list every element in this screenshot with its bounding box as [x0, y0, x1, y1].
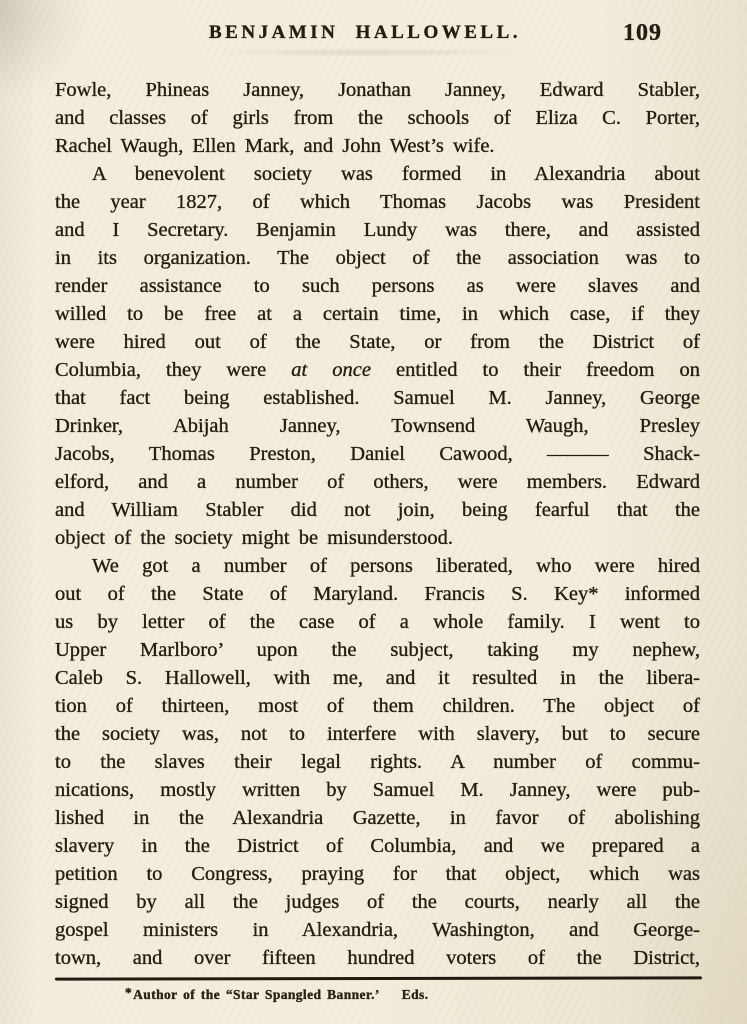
- line-segment: town, and over fifteen hundred voters of the District,: [55, 947, 700, 969]
- line-segment: and I Secretary. Benjamin Lundy was there, and assisted: [55, 219, 700, 241]
- footnote-asterisk-marker: *: [125, 985, 133, 1000]
- line-segment: petition to Congress, praying for that object, which was: [55, 863, 700, 885]
- running-head-title: BENJAMIN HALLOWELL.: [209, 22, 521, 43]
- italic-phrase: at once: [291, 359, 371, 381]
- line-segment: slavery in the District of Columbia, and we prepared a: [55, 835, 700, 857]
- footnote-text: Author of the “Star Spangled Banner.’: [133, 987, 380, 1002]
- body-line: [55, 608, 700, 636]
- body-line: [55, 384, 700, 412]
- footnote-attribution: Eds.: [401, 987, 429, 1002]
- body-line: [55, 412, 700, 440]
- line-segment: Rachel Waugh, Ellen Mark, and John West’s wife.: [55, 135, 495, 157]
- body-line: [55, 664, 700, 692]
- body-line: [55, 888, 700, 916]
- line-segment: the society was, not to interfere with slavery, but to secure: [55, 723, 700, 745]
- footnote: [125, 985, 429, 1003]
- line-segment: Caleb S. Hallowell, with me, and it resulted in the libera-: [55, 667, 700, 689]
- page-number: 109: [623, 20, 662, 46]
- line-segment: out of the State of Maryland. Francis S. Key* informed: [55, 583, 700, 605]
- line-segment: signed by all the judges of the courts, nearly all the: [55, 891, 700, 913]
- body-line: [55, 944, 700, 972]
- line-segment: entitled to their freedom on: [370, 359, 701, 381]
- body-line: [55, 132, 700, 160]
- body-line: [55, 552, 700, 580]
- body-line: [55, 496, 700, 524]
- body-line: [55, 328, 700, 356]
- line-segment: willed to be free at a certain time, in which case, if they: [55, 303, 700, 325]
- body-line: [55, 776, 700, 804]
- body-line: [55, 188, 700, 216]
- body-line: [55, 860, 700, 888]
- body-line: [55, 580, 700, 608]
- line-segment: in its organization. The object of the association was to: [55, 247, 700, 269]
- line-segment: us by letter of the case of a whole family. I went to: [55, 611, 700, 633]
- line-segment: Upper Marlboro’ upon the subject, taking my nephew,: [55, 639, 700, 661]
- line-segment: to the slaves their legal rights. A number of commu-: [55, 751, 700, 773]
- body-line: [55, 272, 700, 300]
- paragraph: [55, 552, 700, 972]
- line-segment: and William Stabler did not join, being fearful that the: [55, 499, 700, 521]
- line-segment: Columbia, they were: [55, 359, 292, 381]
- body-line: [55, 748, 700, 776]
- body-line: [55, 636, 700, 664]
- body-line: [55, 832, 700, 860]
- line-segment: render assistance to such persons as were slaves and: [55, 275, 700, 297]
- line-segment: that fact being established. Samuel M. Janney, George: [55, 387, 700, 409]
- body-line: [55, 160, 700, 188]
- line-segment: tion of thirteen, most of them children. The object of: [55, 695, 700, 717]
- body-line: [55, 216, 700, 244]
- line-segment: A benevolent society was formed in Alexandria about: [92, 163, 700, 185]
- line-segment: elford, and a number of others, were members. Edward: [55, 471, 700, 493]
- body-line: [55, 524, 700, 552]
- body-line: [55, 804, 700, 832]
- body-line: [55, 300, 700, 328]
- footnote-separator-rule: [55, 976, 702, 980]
- line-segment: Fowle, Phineas Janney, Jonathan Janney, Edward Stabler,: [55, 79, 700, 101]
- body-line: [55, 720, 700, 748]
- body-line: [55, 76, 700, 104]
- line-segment: lished in the Alexandria Gazette, in favor of abolishing: [55, 807, 700, 829]
- line-segment: We got a number of persons liberated, who were hired: [92, 555, 700, 577]
- line-segment: were hired out of the State, or from the District of: [55, 331, 700, 353]
- page-body: [55, 76, 700, 972]
- body-line: [55, 104, 700, 132]
- line-segment: the year 1827, of which Thomas Jacobs was President: [55, 191, 700, 213]
- body-line: [55, 916, 700, 944]
- page-header: [0, 22, 747, 56]
- paragraph: [55, 160, 700, 552]
- line-segment: Drinker, Abijah Janney, Townsend Waugh, Presley: [55, 415, 700, 437]
- line-segment: nications, mostly written by Samuel M. Janney, were pub-: [55, 779, 700, 801]
- line-segment: gospel ministers in Alexandria, Washington, and George-: [55, 919, 700, 941]
- body-line: [55, 692, 700, 720]
- body-line: [55, 440, 700, 468]
- line-segment: and classes of girls from the schools of Eliza C. Porter,: [55, 107, 700, 129]
- body-line: [55, 468, 700, 496]
- line-segment: object of the society might be misunderstood.: [55, 527, 454, 549]
- paragraph: [55, 76, 700, 160]
- body-line: [55, 356, 700, 384]
- scan-smudge: [205, 49, 525, 56]
- line-segment: Jacobs, Thomas Preston, Daniel Cawood, ——— Shack-: [55, 443, 700, 465]
- body-line: [55, 244, 700, 272]
